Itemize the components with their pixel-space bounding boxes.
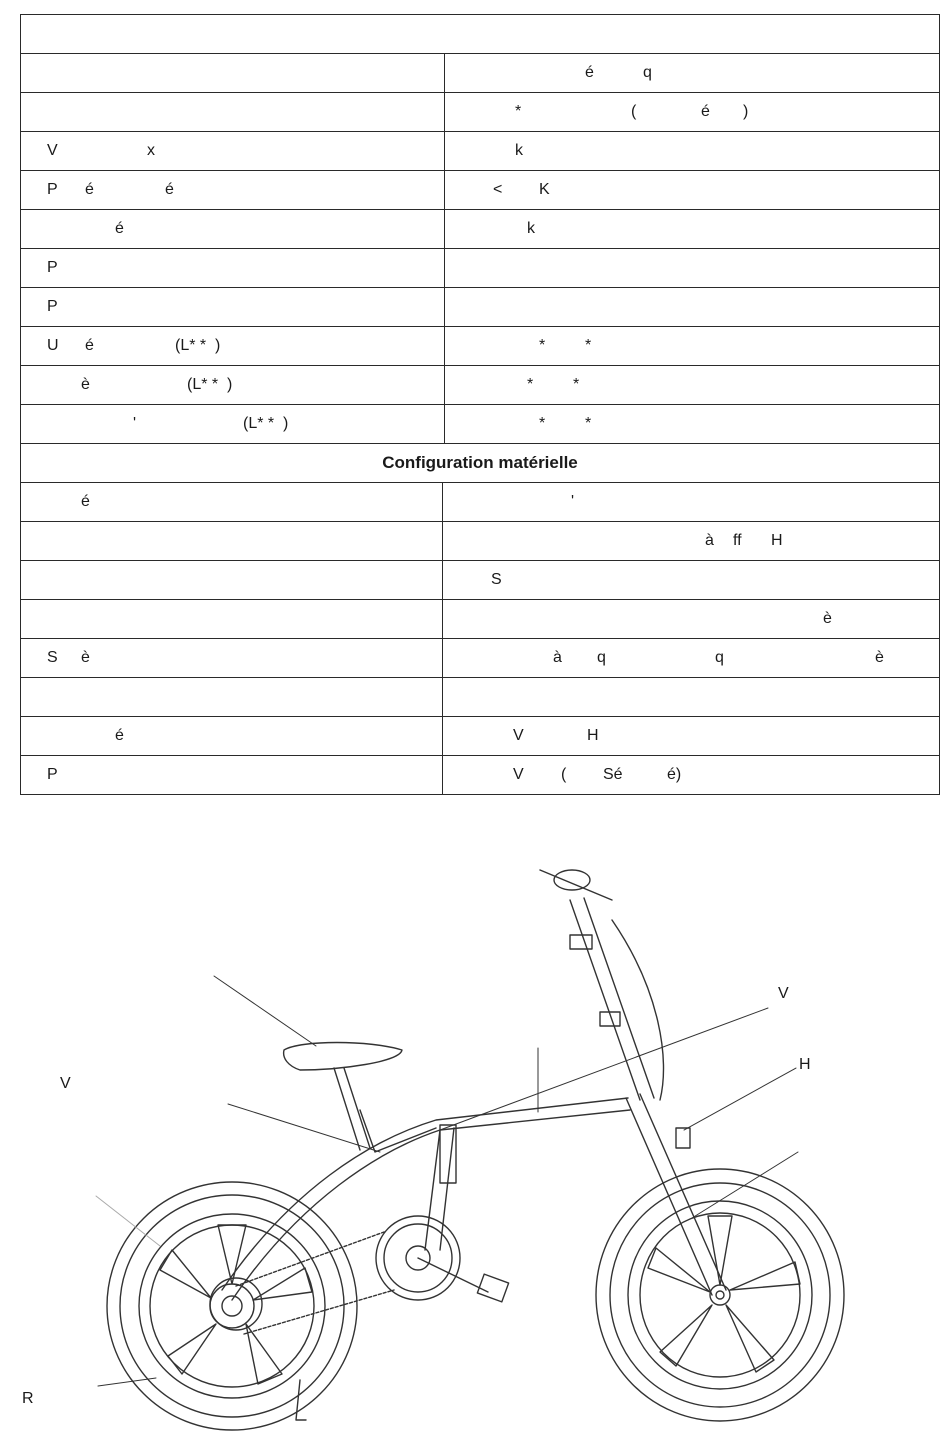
right-cell <box>441 483 939 521</box>
cell-text: < <box>493 181 503 198</box>
cell-text: é) <box>667 766 682 783</box>
right-cell <box>443 366 939 404</box>
right-cell <box>443 132 939 170</box>
table-row <box>21 755 939 794</box>
cell-text: ( <box>631 103 637 120</box>
right-cell <box>443 54 939 92</box>
cell-text: * <box>515 103 522 120</box>
cell-text: Sé <box>603 766 623 783</box>
cell-text: ' <box>571 493 575 510</box>
table-row <box>21 482 939 521</box>
left-cell <box>21 561 443 599</box>
cell-text: ' <box>133 415 137 432</box>
cell-text: q <box>715 649 724 666</box>
left-cell <box>21 756 443 794</box>
cell-text: é <box>81 493 90 510</box>
left-cell <box>21 93 445 131</box>
cell-text: P <box>47 298 58 315</box>
callout-r-bottom: R <box>22 1390 34 1407</box>
table-row <box>21 209 939 248</box>
cell-text: S <box>491 571 502 588</box>
left-cell <box>21 54 445 92</box>
chain-icon <box>236 1232 394 1334</box>
cell-text: é <box>115 220 124 237</box>
table-row <box>21 53 939 92</box>
left-cell <box>21 249 445 287</box>
right-cell <box>441 678 939 716</box>
cell-text: ff <box>733 532 742 549</box>
cell-text: é <box>85 181 94 198</box>
cell-text: S <box>47 649 58 666</box>
right-cell <box>443 210 939 248</box>
left-cell <box>21 405 445 443</box>
cell-text: é <box>115 727 124 744</box>
section-header-label: Configuration matérielle <box>382 453 578 472</box>
table-row <box>21 170 939 209</box>
table-row <box>21 248 939 287</box>
right-cell <box>443 288 939 326</box>
left-cell <box>21 678 443 716</box>
cell-text: K <box>539 181 550 198</box>
right-cell <box>443 93 939 131</box>
table-row <box>21 560 939 599</box>
callout-lines <box>96 976 798 1386</box>
kickstand-icon <box>296 1380 306 1420</box>
callout-v-top: V <box>778 985 789 1002</box>
right-cell <box>443 171 939 209</box>
table-row <box>21 131 939 170</box>
cell-text: é <box>701 103 710 120</box>
right-cell <box>441 600 939 638</box>
left-cell <box>21 327 445 365</box>
table-row <box>21 599 939 638</box>
handlebar-stem-icon <box>540 870 664 1100</box>
brake-lever-icon <box>676 1128 690 1148</box>
section-header-configuration <box>21 443 939 482</box>
cell-text: V <box>513 727 524 744</box>
cell-text: à <box>553 649 562 666</box>
cell-text: P <box>47 766 58 783</box>
cell-text: V <box>47 142 58 159</box>
cell-text: è <box>875 649 884 666</box>
cell-text: (L* * ) <box>175 337 221 354</box>
right-cell <box>441 717 939 755</box>
left-cell <box>21 600 443 638</box>
left-cell <box>21 483 443 521</box>
cell-text: x <box>147 142 155 159</box>
right-cell <box>441 561 939 599</box>
table-row <box>21 287 939 326</box>
cell-text: (L* * ) <box>243 415 289 432</box>
table-row <box>21 92 939 131</box>
folding-ebike-illustration <box>0 820 950 1444</box>
right-cell <box>441 639 939 677</box>
table-row <box>21 638 939 677</box>
right-cell <box>443 405 939 443</box>
table-row <box>21 677 939 716</box>
cell-text: k <box>527 220 535 237</box>
left-cell <box>21 288 445 326</box>
seat-icon <box>284 1043 402 1151</box>
cell-text: P <box>47 259 58 276</box>
cell-text: è <box>823 610 832 627</box>
left-cell <box>21 171 445 209</box>
cell-text: ) <box>743 103 749 120</box>
right-cell <box>441 756 939 794</box>
left-cell <box>21 522 443 560</box>
left-cell <box>21 132 445 170</box>
right-cell <box>443 249 939 287</box>
left-cell <box>21 210 445 248</box>
left-cell <box>21 639 443 677</box>
cell-text: * <box>539 337 546 354</box>
cell-text: é <box>85 337 94 354</box>
cell-text: * <box>539 415 546 432</box>
cell-text: é <box>585 64 594 81</box>
cell-text: U <box>47 337 59 354</box>
right-cell <box>443 327 939 365</box>
callout-v-left: V <box>60 1075 71 1092</box>
table-row <box>21 521 939 560</box>
rear-wheel-icon <box>107 1182 357 1430</box>
cell-text: H <box>587 727 599 744</box>
cell-text: ( <box>561 766 567 783</box>
cell-text: q <box>643 64 652 81</box>
cell-text: V <box>513 766 524 783</box>
left-cell <box>21 366 445 404</box>
table-row <box>21 365 939 404</box>
right-cell <box>441 522 939 560</box>
left-cell <box>21 717 443 755</box>
cell-text: * <box>585 337 592 354</box>
table-row <box>21 404 939 443</box>
cell-text: * <box>527 376 534 393</box>
table-row <box>21 326 939 365</box>
cell-text: H <box>771 532 783 549</box>
cell-text: è <box>81 649 90 666</box>
cell-text: è <box>81 376 90 393</box>
front-wheel-icon <box>596 1169 844 1421</box>
spec-table <box>20 14 940 795</box>
table-row <box>21 716 939 755</box>
cell-text: * <box>585 415 592 432</box>
cell-text: à <box>705 532 714 549</box>
cell-text: q <box>597 649 606 666</box>
cell-text: k <box>515 142 523 159</box>
cell-text: é <box>165 181 174 198</box>
table-title-row <box>21 15 939 53</box>
spec-table-body <box>21 53 939 443</box>
hardware-table-body <box>21 482 939 794</box>
cell-text: (L* * ) <box>187 376 233 393</box>
cell-text: * <box>573 376 580 393</box>
cell-text: P <box>47 181 58 198</box>
callout-h-right: H <box>799 1056 811 1073</box>
